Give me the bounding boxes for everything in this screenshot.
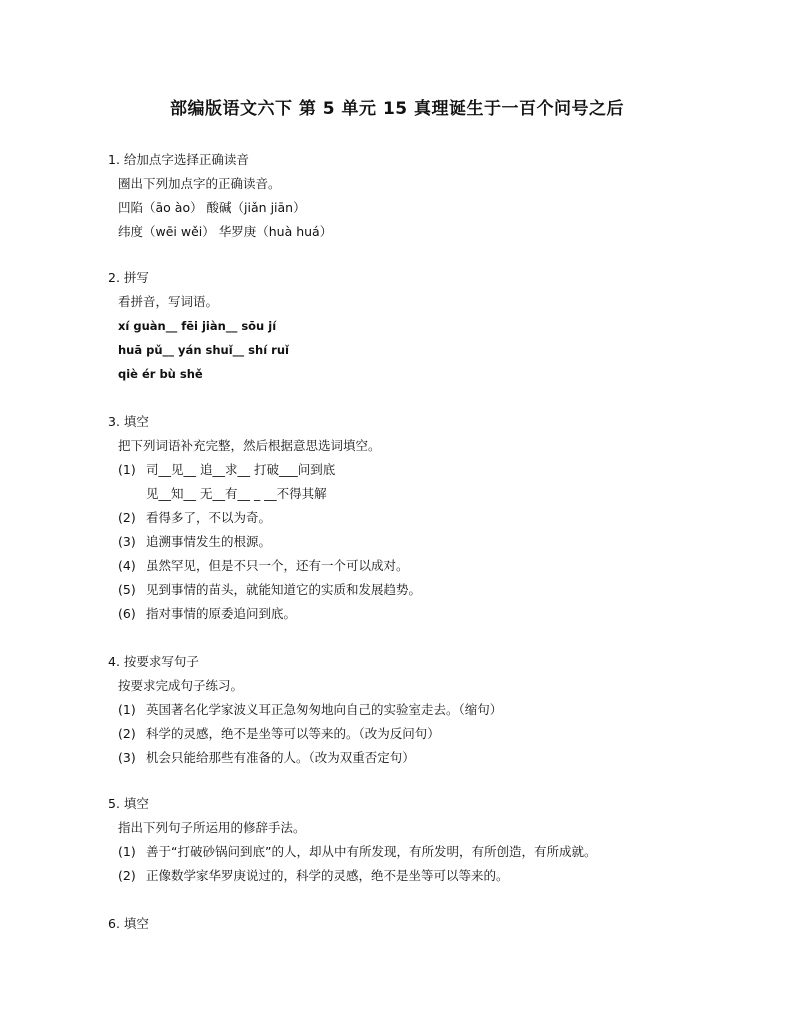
section-heading: 6. 填空 [108,916,149,931]
section-instruction: 看拼音，写词语。 [118,294,219,309]
section-2 [108,266,728,386]
item-text: 司__见__ 追__求__ 打破___问到底 [146,462,336,477]
section-heading: 4. 按要求写句子 [108,654,199,669]
question-item [108,554,728,578]
item-number: (1) [118,702,136,717]
item-number: (1) [118,462,136,477]
question-item [108,602,728,626]
question-item [108,698,728,722]
section-5 [108,792,728,888]
question-item [108,458,728,482]
section-instruction: 把下列词语补充完整，然后根据意思选词填空。 [118,438,381,453]
item-text: 科学的灵感，绝不是坐等可以等来的。（改为反问句） [146,726,440,741]
pinyin-line: xí guàn__ fēi jiàn__ sōu jí [118,319,277,333]
item-number: (2) [118,868,136,883]
question-item [108,864,728,888]
item-text: 机会只能给那些有准备的人。（改为双重否定句） [146,750,415,765]
section-instruction: 指出下列句子所运用的修辞手法。 [118,820,306,835]
question-item [108,506,728,530]
page-title: 部编版语文六下 第 5 单元 15 真理诞生于一百个问号之后 [169,99,625,119]
question-item [108,530,728,554]
question-item [108,840,728,864]
section-4 [108,650,728,770]
item-text: 正像数学家华罗庚说过的，科学的灵感，绝不是坐等可以等来的。 [146,868,509,883]
item-number: (1) [118,844,136,859]
item-text: 追溯事情发生的根源。 [146,534,272,549]
section-3 [108,410,728,626]
pinyin-line: qiè ér bù shě [118,367,203,381]
item-number: (4) [118,558,136,573]
item-text: 善于“打破砂锅问到底”的人，却从中有所发现，有所发明，有所创造，有所成就。 [146,844,597,859]
section-heading: 3. 填空 [108,414,149,429]
question-line: 凹陷（āo ào） 酸碱（jiǎn jiān） [118,200,306,215]
item-number: (3) [118,534,136,549]
item-text: 见到事情的苗头，就能知道它的实质和发展趋势。 [146,582,422,597]
section-1 [108,148,728,244]
question-item [108,722,728,746]
item-text: 英国著名化学家波义耳正急匆匆地向自己的实验室走去。（缩句） [146,702,503,717]
item-number: (2) [118,510,136,525]
item-number: (2) [118,726,136,741]
item-number: (5) [118,582,136,597]
item-number: (6) [118,606,136,621]
section-instruction: 按要求完成句子练习。 [118,678,244,693]
question-line: 纬度（wēi wěi） 华罗庚（huà huá） [118,224,333,239]
section-instruction: 圈出下列加点字的正确读音。 [118,176,281,191]
item-number: (3) [118,750,136,765]
question-item [108,578,728,602]
item-text: 虽然罕见，但是不只一个，还有一个可以成对。 [146,558,409,573]
item-text: 见__知__ 无__有__ _ __不得其解 [146,486,327,501]
item-text: 指对事情的原委追问到底。 [146,606,297,621]
section-heading: 5. 填空 [108,796,149,811]
question-item [108,746,728,770]
pinyin-line: huā pǔ__ yán shuǐ__ shí ruǐ [118,343,289,357]
section-6 [108,912,728,936]
question-item [108,482,728,506]
section-heading: 2. 拼写 [108,270,149,285]
section-heading: 1. 给加点字选择正确读音 [108,152,249,167]
item-text: 看得多了，不以为奇。 [146,510,272,525]
